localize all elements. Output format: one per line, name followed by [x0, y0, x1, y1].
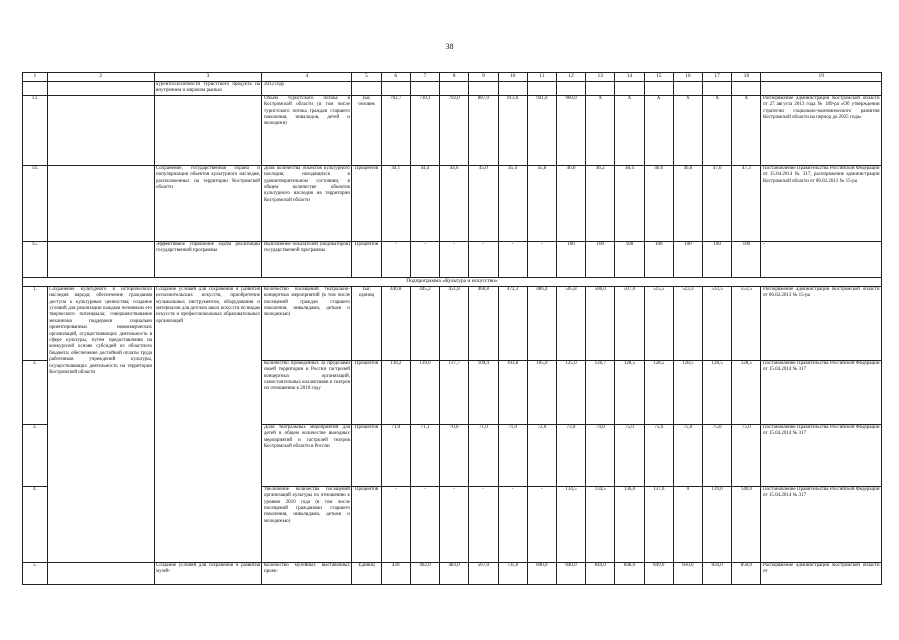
value-cell: 420 [381, 562, 410, 584]
value-cell: 850,0 [703, 562, 732, 584]
value-cell: 128,5 [644, 360, 673, 424]
value-cell [527, 82, 556, 96]
indicator-cell: Выполнение показателей (индикаторов) государственной программы [262, 241, 352, 277]
value-cell: - [498, 241, 527, 277]
value-cell: 75,0 [644, 424, 673, 486]
unit-cell: Процентов [352, 424, 381, 486]
value-cell: 71,1 [410, 424, 439, 486]
activity-cell: Эффективное управление ходом реализации государственной программы [154, 241, 262, 277]
column-header: 6 [381, 73, 410, 82]
indicator-cell: Объем туристского потока в Костромской области (в том числе туристского потока граждан старшего поколения, инвалидов, детей и молодежи) [262, 95, 352, 165]
row-number: 13. [23, 95, 48, 165]
value-cell: - [469, 241, 498, 277]
value-cell: X [732, 95, 761, 165]
value-cell: 483,0 [440, 562, 469, 584]
value-cell: 137,0 [644, 486, 673, 562]
task-cell [47, 82, 154, 96]
value-cell: 960,0 [556, 95, 585, 165]
value-cell: 44,6 [440, 165, 469, 241]
column-header: 11 [527, 73, 556, 82]
value-cell: 507,0 [615, 286, 644, 360]
value-cell: 72,0 [527, 424, 556, 486]
column-header: 17 [703, 73, 732, 82]
value-cell: - [527, 241, 556, 277]
column-header: 12 [556, 73, 585, 82]
value-cell: 887,0 [469, 95, 498, 165]
value-cell: - [381, 241, 410, 277]
value-cell: - [410, 486, 439, 562]
value-cell: 71,0 [469, 424, 498, 486]
value-cell: 44,4 [410, 165, 439, 241]
column-header: 1 [23, 73, 48, 82]
unit-cell: Процентов [352, 165, 381, 241]
value-cell: 460,8 [469, 286, 498, 360]
value-cell: 472,3 [498, 286, 527, 360]
task-cell: Сохранение культурного и исторического наследия народа; обеспечение гражданам доступа к культурным ценностям; создание условий для реализации каждым человеком его творческого потенциала; совершенствование механизма поддержки социально ориентированных некоммерческих организаций, осуществляющих деятельность в сфере культуры, путем предоставления на конкурсной основе субсидий из областного бюджета; обеспечение достойной оплаты труда работников учреждений культуры, осуществляющих деятельность на территории Костромской области [47, 286, 154, 562]
value-cell: 100 [732, 241, 761, 277]
indicators-table [22, 72, 882, 585]
value-cell: 71,0 [381, 424, 410, 486]
value-cell: 505,8 [556, 286, 585, 360]
column-header: 7 [410, 73, 439, 82]
indicator-cell: Количество посещений театрально-концертных мероприятий (в том числе посещений граждан старшего поколения, инвалидами, детьми и молодежью) [262, 286, 352, 360]
value-cell [673, 82, 702, 96]
value-cell: 134,5 [586, 486, 615, 562]
value-cell: 139,6 [410, 360, 439, 424]
table-row [23, 165, 882, 241]
value-cell: 100 [703, 241, 732, 277]
unit-cell: Процентов [352, 360, 381, 424]
task-cell [47, 95, 154, 165]
value-cell: 45,8 [527, 165, 556, 241]
column-header: 9 [469, 73, 498, 82]
value-cell: 45,0 [469, 165, 498, 241]
value-cell: - [469, 486, 498, 562]
value-cell: 137,7 [440, 360, 469, 424]
column-header: 5 [352, 73, 381, 82]
task-cell [47, 165, 154, 241]
column-header: 14 [615, 73, 644, 82]
value-cell: 100 [673, 241, 702, 277]
value-cell: 850,0 [732, 562, 761, 584]
value-cell: 486,4 [527, 286, 556, 360]
row-number: 5. [23, 562, 48, 584]
value-cell: 46,2 [586, 165, 615, 241]
value-cell: 46,8 [673, 165, 702, 241]
source-cell: - [761, 241, 882, 277]
value-cell: - [381, 486, 410, 562]
value-cell [410, 82, 439, 96]
value-cell: 74,0 [586, 424, 615, 486]
activity-cell: Создание условий для сохранения и развития музей- [154, 562, 262, 584]
value-cell: 47,3 [732, 165, 761, 241]
indicator-cell: 2012 году [262, 82, 352, 96]
activity-cell: Создание условий для сохранения и развития исполнительских искусств, приобретение музыкальных инструментов, оборудования и материалов для детских школ искусств по видам искусств и профессиональных образовательных организаций [154, 286, 262, 562]
value-cell: 128,5 [732, 360, 761, 424]
unit-cell: Тыс. человек [352, 95, 381, 165]
indicator-cell: Увеличение количества посещений организаций культуры по отношению к уровню 2010 года (в том числе посещений гражданами старшего поколения, инвалидами, детьми и молодежью) [262, 486, 352, 562]
column-header: 19 [761, 73, 882, 82]
page-number: 38 [445, 42, 454, 51]
value-cell: - [410, 241, 439, 277]
value-cell: 735,0 [498, 562, 527, 584]
value-cell: 730,1 [410, 95, 439, 165]
value-cell: 126,7 [586, 360, 615, 424]
value-cell: 941,0 [527, 95, 556, 165]
column-header: 18 [732, 73, 761, 82]
value-cell: X [615, 95, 644, 165]
row-number: 14. [23, 165, 48, 241]
row-number: 3. [23, 424, 48, 486]
value-cell: 75,0 [615, 424, 644, 486]
value-cell: 139,0 [703, 486, 732, 562]
value-cell: 75,0 [732, 424, 761, 486]
value-cell: X [703, 95, 732, 165]
unit-cell [352, 82, 381, 96]
value-cell: 506,0 [586, 286, 615, 360]
value-cell [703, 82, 732, 96]
unit-cell: Единиц [352, 562, 381, 584]
unit-cell: Процентов [352, 486, 381, 562]
task-cell [47, 562, 154, 584]
source-cell: Постановление Правительства Российской Федерации от 15.04.2014 № 317, распоряжение администрации Костромской области от 06.02.2013 № 15-ра [761, 165, 882, 241]
value-cell [381, 82, 410, 96]
value-cell: 46,6 [644, 165, 673, 241]
value-cell: 844,0 [586, 562, 615, 584]
source-cell: Распоряжение администрации Костромской области от 06.02.2013 № 15-ра [761, 286, 882, 360]
value-cell: 128,5 [703, 360, 732, 424]
value-cell: 533,5 [703, 286, 732, 360]
value-cell: - [440, 486, 469, 562]
value-cell: 702,7 [381, 95, 410, 165]
value-cell: 100 [644, 241, 673, 277]
value-cell: X [586, 95, 615, 165]
header-row [23, 73, 882, 82]
indicator-cell: Доля количества объектов культурного наследия, находящихся в удовлетворительном состоянии, в общем количестве объектов культурного наследия на территории Костромской области [262, 165, 352, 241]
row-number: 15. [23, 241, 48, 277]
value-cell [644, 82, 673, 96]
table-row [23, 95, 882, 165]
indicator-cell: Количество проведенных за пределами своей территории в России гастролей концертных организаций, самостоятельных коллективов и театров по отношению к 2010 году [262, 360, 352, 424]
value-cell [732, 82, 761, 96]
value-cell: 913,6 [498, 95, 527, 165]
value-cell: X [673, 95, 702, 165]
value-cell [440, 82, 469, 96]
value-cell: 849,0 [644, 562, 673, 584]
activity-cell [154, 95, 262, 165]
value-cell: 440,8 [381, 286, 410, 360]
value-cell: 100 [586, 241, 615, 277]
source-cell: Распоряжение администрации Костромской области от 27 августа 2013 года № 189-ра «Об утверждении стратегии социально-экономического развития Костромской области на период до 2025 года» [761, 95, 882, 165]
source-cell [761, 82, 882, 96]
value-cell: 567,0 [469, 562, 498, 584]
value-cell [498, 82, 527, 96]
value-cell: 462,0 [410, 562, 439, 584]
value-cell: 445,2 [410, 286, 439, 360]
column-header: 10 [498, 73, 527, 82]
row-number: 2. [23, 360, 48, 424]
column-header: 16 [673, 73, 702, 82]
value-cell: 100 [615, 241, 644, 277]
column-header: 13 [586, 73, 615, 82]
column-header: 2 [47, 73, 154, 82]
value-cell: 47,0 [703, 165, 732, 241]
column-header: 8 [440, 73, 469, 82]
value-cell: 71,0 [498, 424, 527, 486]
value-cell: 840,0 [556, 562, 585, 584]
value-cell: 451,8 [440, 286, 469, 360]
indicator-cell: Доля театральных мероприятий для детей в общем количестве выездных мероприятий и гастролей театров Костромской области в России [262, 424, 352, 486]
source-cell: Постановление Правительства Российской Федерации от 15.04.2014 № 317 [761, 360, 882, 424]
value-cell: 130,2 [381, 360, 410, 424]
value-cell: 103,8 [498, 360, 527, 424]
source-cell: Постановление Правительства Российской Федерации от 15.04.2014 № 317 [761, 424, 882, 486]
value-cell: 792,0 [440, 95, 469, 165]
activity-cell: Сохранение, государственная охрана и популяризация объектов культурного наследия, расположенных на территории Костромской области [154, 165, 262, 241]
table-row [23, 241, 882, 277]
source-cell: Распоряжение администрации Костромской области от [761, 562, 882, 584]
value-cell: 75,0 [673, 424, 702, 486]
value-cell: 45,4 [498, 165, 527, 241]
column-header: 3 [154, 73, 262, 82]
value-cell: 70,6 [440, 424, 469, 486]
value-cell: 136,0 [615, 486, 644, 562]
value-cell: - [527, 486, 556, 562]
table-row [23, 82, 882, 96]
column-header: 15 [644, 73, 673, 82]
value-cell: 515,5 [644, 286, 673, 360]
table-row [23, 286, 882, 360]
value-cell [556, 82, 585, 96]
subprogram-title: Подпрограмма «Культура и искусство» [23, 277, 882, 286]
value-cell: 848,0 [615, 562, 644, 584]
value-cell: 100 [556, 241, 585, 277]
value-cell: 46,0 [556, 165, 585, 241]
source-cell: Постановление Правительства Российской Федерации от 15.04.2014 № 317 [761, 486, 882, 562]
activity-cell: курентоспособности туристского продукта на внутреннем и мировом рынках [156, 82, 260, 94]
value-cell: 523,3 [673, 286, 702, 360]
value-cell: 0 [673, 486, 702, 562]
value-cell: 553,5 [732, 286, 761, 360]
value-cell: 109,4 [469, 360, 498, 424]
unit-cell: Тыс. единиц [352, 286, 381, 360]
value-cell [469, 82, 498, 96]
value-cell: 134,5 [556, 486, 585, 562]
value-cell: X [644, 95, 673, 165]
task-cell [47, 241, 154, 277]
value-cell: 46,4 [615, 165, 644, 241]
value-cell: 73,0 [556, 424, 585, 486]
value-cell: 105,0 [527, 360, 556, 424]
value-cell: 140,0 [732, 486, 761, 562]
value-cell [615, 82, 644, 96]
value-cell: 125,0 [556, 360, 585, 424]
table-row [23, 562, 882, 584]
value-cell: 840,0 [527, 562, 556, 584]
value-cell: 44,1 [381, 165, 410, 241]
row-number [23, 82, 48, 96]
unit-cell: Процентов [352, 241, 381, 277]
value-cell [586, 82, 615, 96]
row-number: 4. [23, 486, 48, 562]
value-cell: 75,0 [703, 424, 732, 486]
value-cell: 850,0 [673, 562, 702, 584]
column-header: 4 [262, 73, 352, 82]
value-cell: 128,5 [615, 360, 644, 424]
row-number: 1. [23, 286, 48, 360]
subprogram-row [23, 277, 882, 286]
value-cell: - [440, 241, 469, 277]
indicator-cell: Количество музейных выставочных проек- [262, 562, 352, 584]
value-cell: - [498, 486, 527, 562]
value-cell: 128,5 [673, 360, 702, 424]
